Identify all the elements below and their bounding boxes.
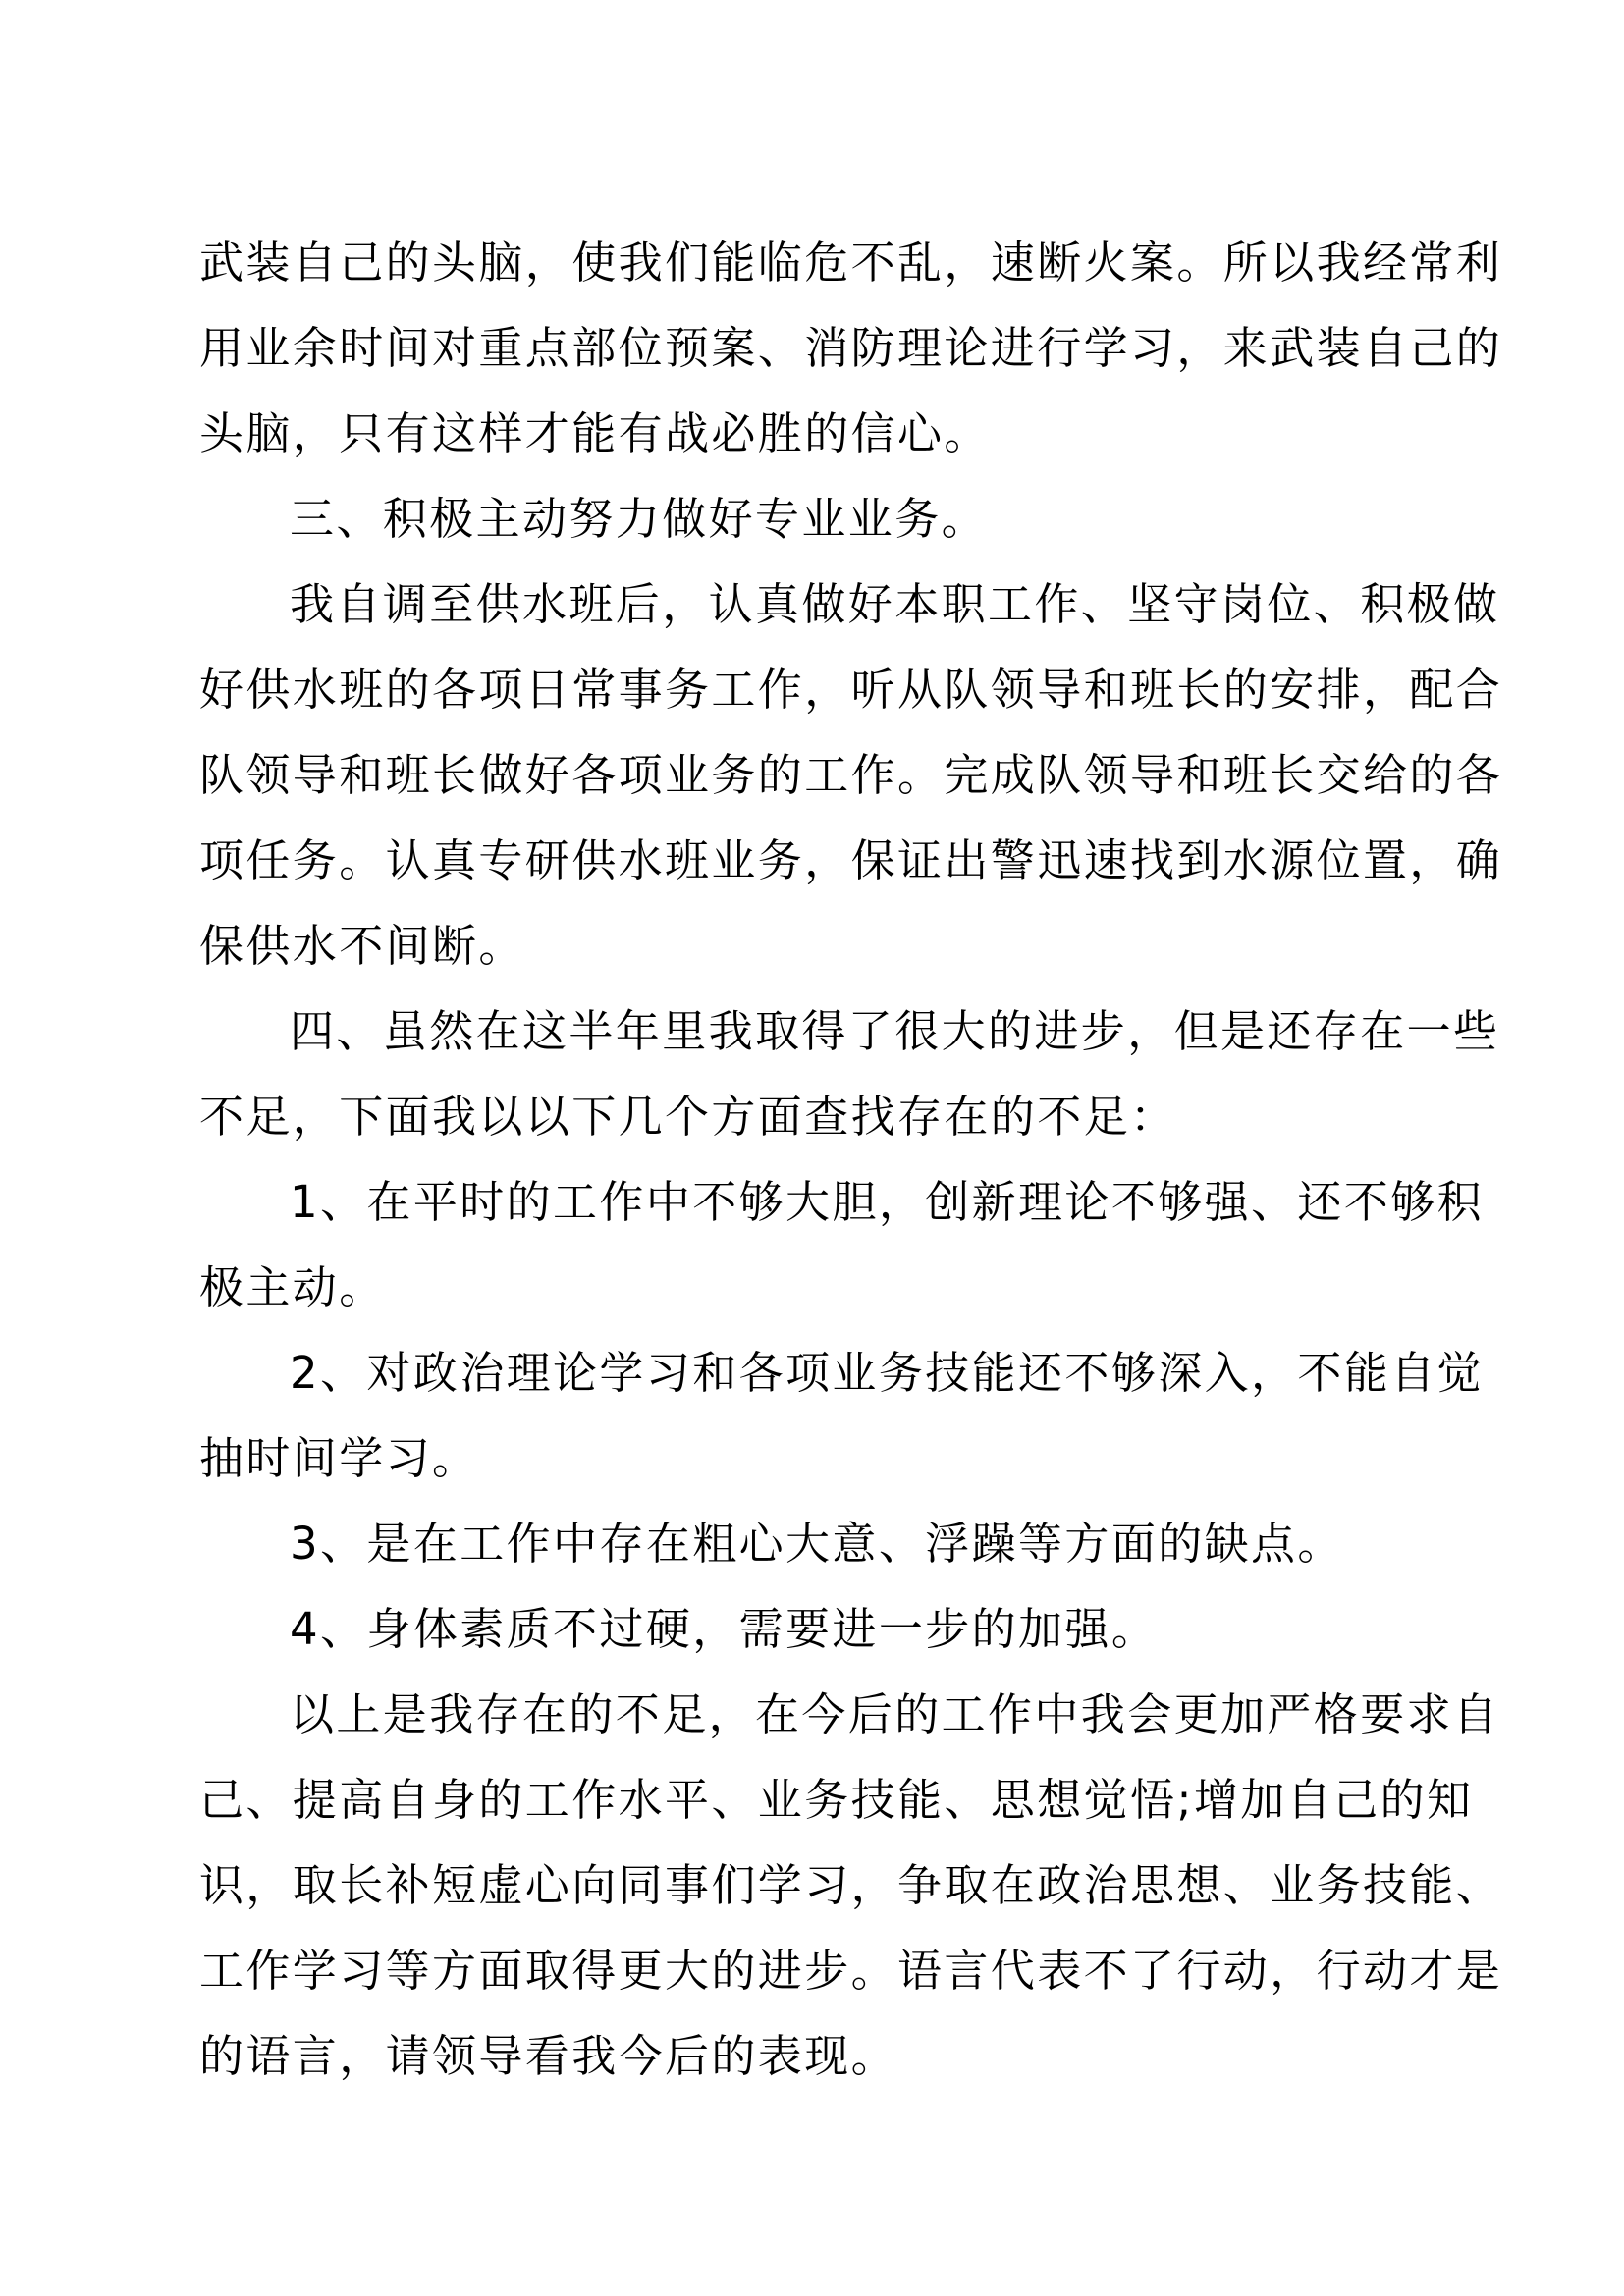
text-line: 己、提高自身的工作水平、业务技能、思想觉悟;增加自己的知 bbox=[199, 1774, 1474, 1826]
text-line: 队领导和班长做好各项业务的工作。完成队领导和班长交给的各 bbox=[199, 749, 1503, 801]
paragraph bbox=[199, 1501, 1436, 1586]
text-line: 2、对政治理论学习和各项业务技能还不够深入，不能自觉 bbox=[290, 1347, 1485, 1399]
text-line: 抽时间学习。 bbox=[199, 1432, 479, 1484]
paragraph bbox=[199, 988, 1500, 1159]
text-line: 三、积极主动努力做好专业业务。 bbox=[290, 493, 989, 545]
text-line: 武装自己的头脑，使我们能临危不乱，速断火案。所以我经常利 bbox=[199, 237, 1503, 289]
text-line: 识，取长补短虚心向同事们学习，争取在政治思想、业务技能、 bbox=[199, 1859, 1503, 1911]
paragraph bbox=[199, 1586, 1436, 1672]
text-line: 的语言，请领导看我今后的表现。 bbox=[199, 2030, 898, 2082]
text-line: 极主动。 bbox=[199, 1261, 386, 1313]
text-line: 头脑，只有这样才能有战必胜的信心。 bbox=[199, 407, 991, 459]
document-body bbox=[199, 220, 1503, 2099]
text-line: 不足，下面我以以下几个方面查找存在的不足： bbox=[199, 1091, 1177, 1143]
text-line: 工作学习等方面取得更大的进步。语言代表不了行动，行动才是 bbox=[199, 1945, 1503, 1997]
text-line: 用业余时间对重点部位预案、消防理论进行学习，来武装自己的 bbox=[199, 322, 1503, 374]
text-line: 四、虽然在这半年里我取得了很大的进步，但是还存在一些 bbox=[290, 1005, 1500, 1057]
text-line: 3、是在工作中存在粗心大意、浮躁等方面的缺点。 bbox=[290, 1518, 1344, 1570]
text-line: 项任务。认真专研供水班业务，保证出警迅速找到水源位置，确 bbox=[199, 834, 1503, 886]
text-line: 好供水班的各项日常事务工作，听从队领导和班长的安排，配合 bbox=[199, 664, 1503, 716]
paragraph bbox=[199, 1330, 1485, 1501]
text-line: 我自调至供水班后，认真做好本职工作、坚守岗位、积极做 bbox=[290, 578, 1500, 630]
paragraph bbox=[199, 1672, 1503, 2099]
text-line: 以上是我存在的不足，在今后的工作中我会更加严格要求自 bbox=[290, 1688, 1500, 1740]
text-line: 1、在平时的工作中不够大胆，创新理论不够强、还不够积 bbox=[290, 1176, 1485, 1228]
paragraph bbox=[199, 220, 1503, 476]
paragraph bbox=[199, 561, 1503, 988]
paragraph bbox=[199, 476, 1436, 561]
text-line: 4、身体素质不过硬，需要进一步的加强。 bbox=[290, 1603, 1159, 1655]
paragraph bbox=[199, 1159, 1485, 1330]
text-line: 保供水不间断。 bbox=[199, 920, 525, 972]
